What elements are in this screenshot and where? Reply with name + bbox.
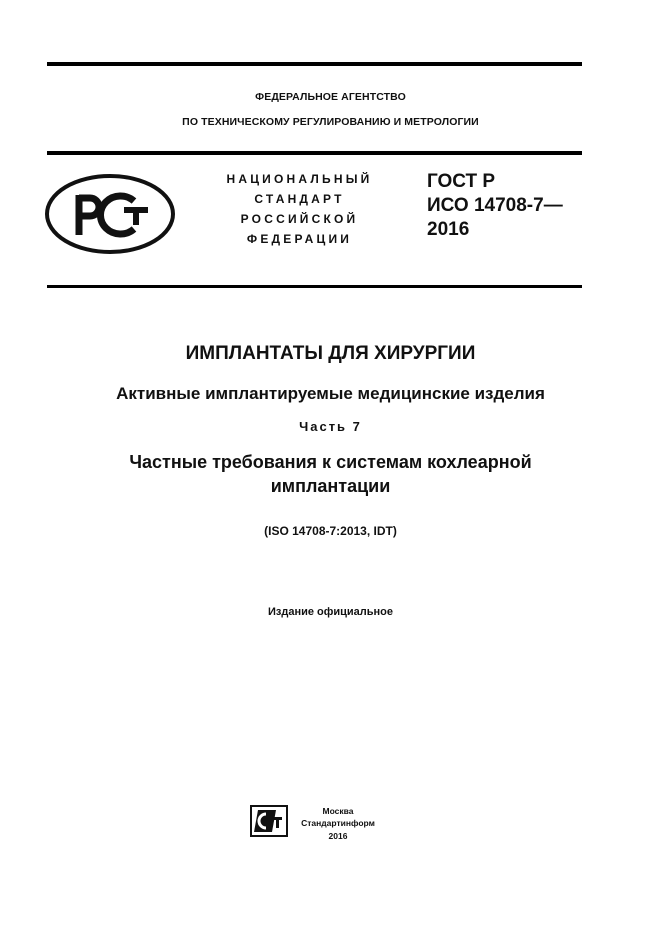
publisher-name: Стандартинформ — [301, 818, 375, 829]
publisher-city: Москва — [322, 806, 354, 816]
standard-type-line-3: РОССИЙСКОЙ — [240, 212, 359, 226]
agency-line-2: ПО ТЕХНИЧЕСКОМУ РЕГУЛИРОВАНИЮ И МЕТРОЛОГИИ — [182, 116, 479, 128]
part-title-line-1: Частные требования к системам кохлеарной — [129, 452, 532, 472]
edition-label: Издание официальное — [267, 606, 394, 618]
publisher-year: 2016 — [328, 830, 348, 841]
subtitle: Активные имплантируемые медицинские изделия — [116, 384, 545, 403]
standartinform-logo-icon — [250, 805, 288, 842]
designation-line-2: ИСО 14708-7— — [427, 195, 563, 217]
main-title: ИМПЛАНТАТЫ ДЛЯ ХИРУРГИИ — [185, 343, 476, 364]
rst-gost-logo-icon — [44, 173, 176, 260]
part-title-line-2: имплантации — [270, 476, 391, 496]
designation-rule — [47, 285, 582, 288]
part-number: Часть 7 — [299, 419, 362, 434]
publisher-info — [296, 805, 380, 842]
agency-line-1: ФЕДЕРАЛЬНОЕ АГЕНТСТВО — [255, 91, 406, 103]
standard-designation — [427, 170, 563, 242]
header-rule — [47, 151, 582, 155]
standard-type-line-2: СТАНДАРТ — [254, 192, 345, 206]
top-rule — [47, 62, 582, 66]
standard-type-line-1: НАЦИОНАЛЬНЫЙ — [226, 172, 373, 186]
standard-type-line-4: ФЕДЕРАЦИИ — [246, 232, 353, 246]
designation-line-1: ГОСТ Р — [427, 171, 496, 192]
designation-line-3: 2016 — [427, 219, 470, 241]
iso-reference: (ISO 14708-7:2013, IDT) — [264, 524, 397, 538]
